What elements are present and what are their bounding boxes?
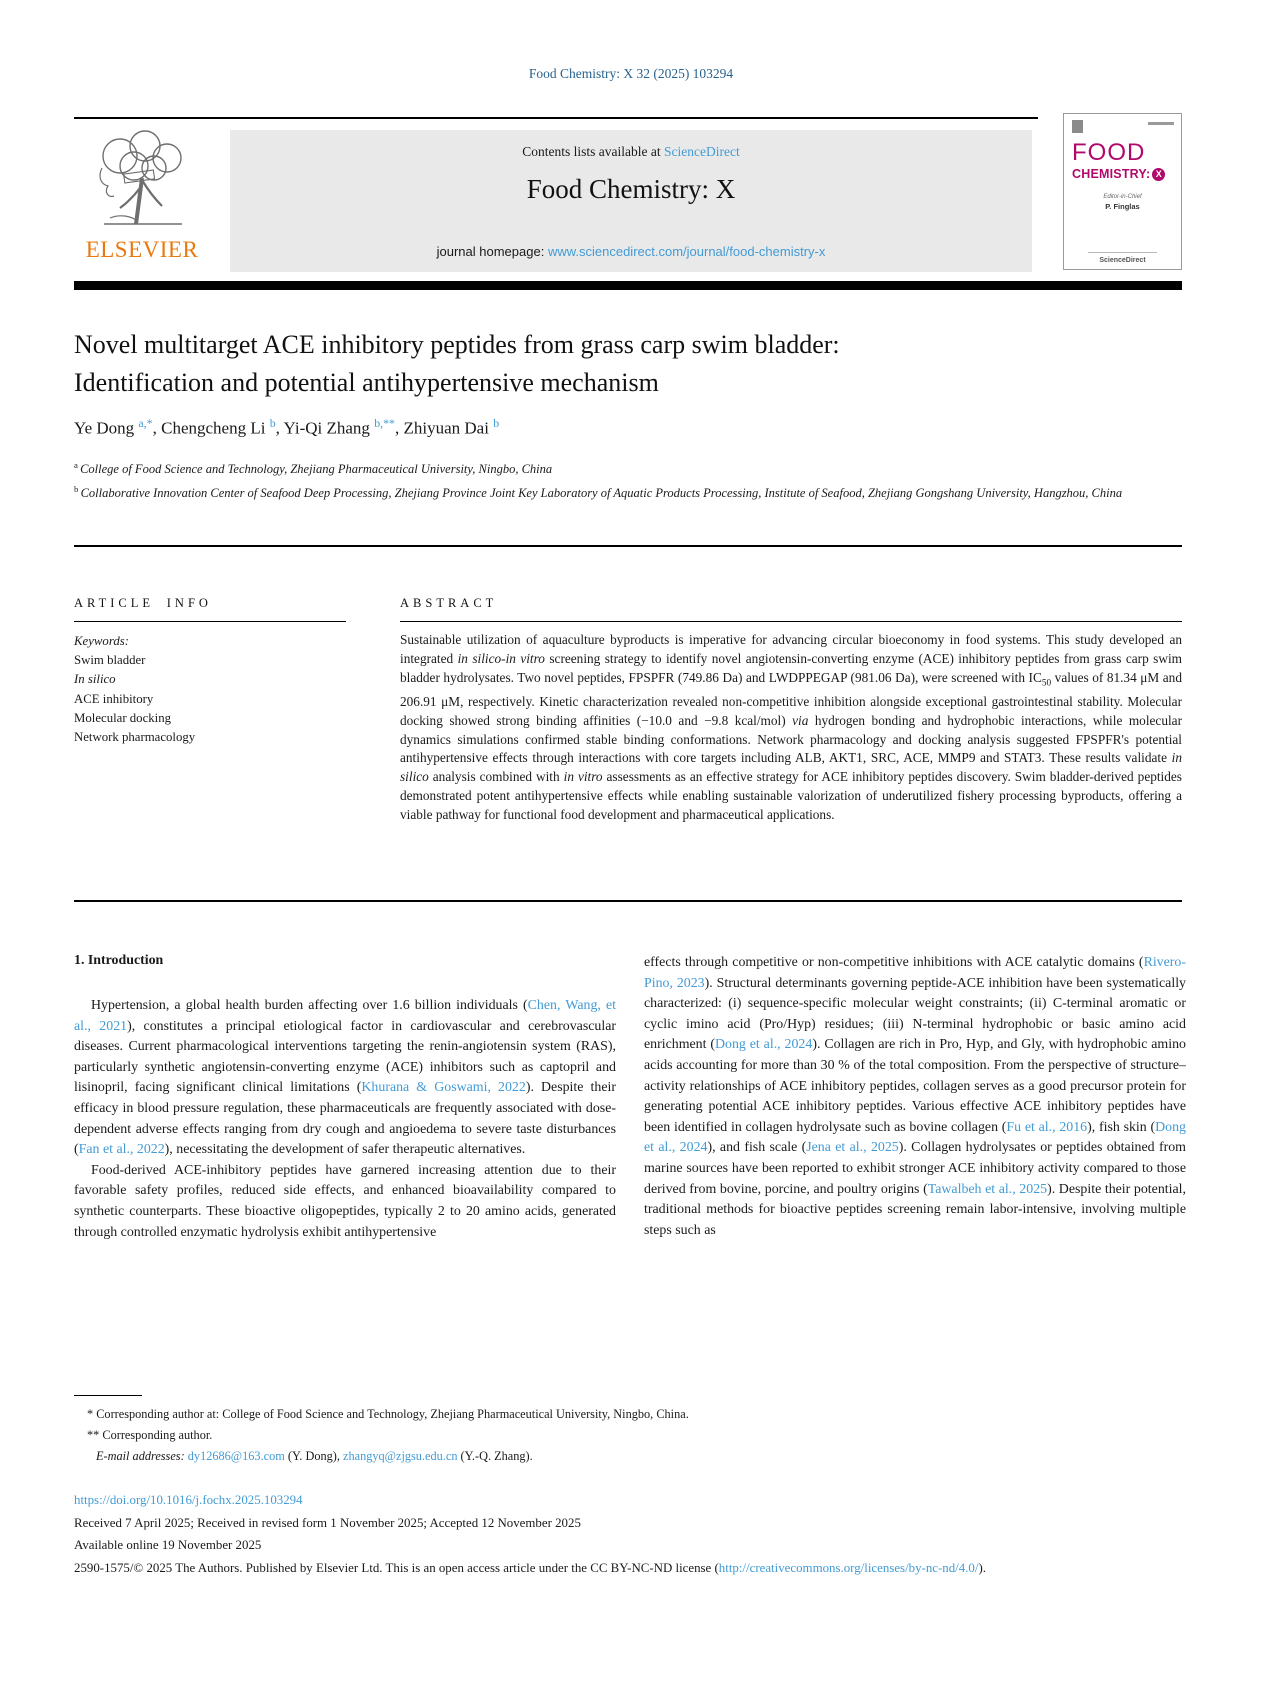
abstract-body: [400, 631, 1182, 825]
text-segment: assessments as an effective strategy for ACE inhibitory peptides discovery. Swim bladder-derived peptides demonstrated potent antihypertensive effects while enabling sustainable valorization of underutilized fishery processing byproducts, offering a viable pathway for functional food development and pharmaceutical applications.: [400, 769, 1182, 822]
affiliation-b: [74, 480, 1138, 504]
affiliations: [74, 456, 1138, 503]
article-title-line1: Novel multitarget ACE inhibitory peptides from grass carp swim bladder:: [74, 330, 840, 359]
text-segment: Collaborative Innovation Center of Seafood Deep Processing, Zhejiang Province Joint Key Laboratory of Aquatic Products Processing, Institute of Seafood, Zhejiang Gongshang University, Hangzhou, China: [80, 485, 1123, 500]
intro-paragraph: [644, 953, 1186, 1241]
cover-editor-name: P. Finglas: [1105, 202, 1140, 211]
text-segment: In silico: [74, 672, 116, 687]
received-dates-line: Received 7 April 2025; Received in revised form 1 November 2025; Accepted 12 November 2025: [74, 1515, 581, 1530]
intro-paragraph: [74, 1161, 616, 1243]
journal-header-band: [230, 130, 1032, 272]
text-segment: ). Despite their potential, traditional methods for bioactive peptides screening remain labor-intensive, involving multiple steps such as: [644, 1181, 1186, 1238]
text-segment: College of Food Science and Technology, Zhejiang Pharmaceutical University, Ningbo, China: [80, 462, 553, 477]
elsevier-wordmark: ELSEVIER: [85, 237, 199, 262]
text-segment: 2590-1575/© 2025 The Authors. Published by Elsevier Ltd. This is an open access article under the CC BY-NC-ND license (: [74, 1560, 719, 1575]
inline-link[interactable]: Tawalbeh et al., 2025: [927, 1181, 1048, 1197]
text-segment: a: [74, 460, 81, 470]
keyword-item: [74, 728, 344, 747]
cover-title-chemistry-text: CHEMISTRY:: [1072, 167, 1151, 181]
corresponding-author-note-1: * Corresponding author at: College of Food Science and Technology, Zhejiang Pharmaceutical University, Ningbo, China.: [87, 1407, 689, 1421]
inline-link[interactable]: b: [269, 416, 276, 430]
abstract-rule: [400, 621, 1182, 622]
text-segment: ACE inhibitory: [74, 691, 154, 706]
text-segment: hydrogen bonding and hydrophobic interactions, while molecular dynamics simulations confirmed stable binding conformations. Network pharmacology and docking analysis suggested FPSPFR's potential antihypertensive effects through interactions with core targets including ALB, AKT1, SRC, ACE, MMP9 and STAT3. These results validate: [400, 712, 1182, 766]
cover-x-badge: X: [1152, 168, 1165, 181]
intro-paragraph: [74, 996, 616, 1161]
text-segment: Molecular docking: [74, 710, 172, 725]
text-segment: Swim bladder: [74, 653, 146, 668]
text-segment: Ye Dong: [74, 418, 139, 438]
text-segment: ). Collagen are rich in Pro, Hyp, and Gly, with hydrophobic amino acids accounting for more than 30 % of the total composition. From the perspective of structure–activity relationships of ACE inhibitory peptides, collagen serves as a good precursor protein for generating potential ACE inhibitory peptides. Various effective ACE inhibitory peptides have been identified in collagen hydrolysate such as bovine collagen (: [644, 1037, 1186, 1135]
text-segment: in silico: [400, 750, 1182, 785]
text-segment: b: [74, 483, 81, 494]
inline-link[interactable]: dy12686@163.com: [187, 1449, 285, 1463]
article-info-heading: ARTICLE INFO: [74, 596, 212, 610]
article-footer: [74, 1489, 1186, 1579]
introduction-heading: 1. Introduction: [74, 953, 164, 968]
inline-link[interactable]: Khurana & Goswami, 2022: [361, 1080, 526, 1096]
text-segment: Sustainable utilization of aquaculture byproducts is imperative for advancing circular bioeconomy in food systems. This study developed an integrated: [400, 632, 1182, 666]
text-segment: Hypertension, a global health burden affecting over 1.6 billion individuals (: [91, 998, 528, 1013]
email-addresses-line: [74, 1446, 1184, 1467]
cover-issn-placeholder: [1148, 122, 1174, 125]
keyword-item: [74, 690, 344, 709]
inline-link[interactable]: b: [493, 416, 500, 430]
license-line: [74, 1557, 1186, 1580]
keywords-label: [74, 632, 344, 651]
inline-link[interactable]: Dong et al., 2024: [644, 1119, 1186, 1156]
journal-citation: Food Chemistry: X 32 (2025) 103294: [528, 66, 734, 81]
text-segment: ). Structural determinants governing peptide-ACE inhibition have been systematically characterized: (i) sequence-specific molecular weight constraints; (ii) C-terminal aromatic or cyclic imino acid (Pro/Hyp) residues; (iii) N-terminal hydrophobic or basic amino acid enrichment (: [644, 975, 1187, 1053]
keywords-block: [74, 632, 344, 747]
keyword-item: [74, 709, 344, 728]
text-segment: values of 81.34 μM and 206.91 μM, respectively. Kinetic characterization revealed non-competitive inhibition alongside exceptional gastrointestinal stability. Molecular docking showed strong binding affinities (−10.0 and −9.8 kcal/mol): [400, 669, 1182, 728]
abstract-heading: ABSTRACT: [400, 596, 498, 610]
text-segment: , Zhiyuan Dai: [395, 418, 494, 438]
intro-column-right: [644, 953, 1186, 1241]
text-segment: in vitro: [563, 769, 603, 785]
keyword-item: [74, 651, 344, 670]
text-segment: Keywords:: [74, 634, 129, 648]
cover-footer-rule: [1088, 252, 1157, 253]
text-segment: screening strategy to identify novel angiotensin-converting enzyme (ACE) inhibitory peptides from grass carp swim bladder hydrolysates. Two novel peptides, FPSPFR (749.86 Da) and LWDPPEGAP (981.06 Da), were screened with IC: [400, 650, 1182, 685]
text-segment: ), fish skin (: [1087, 1119, 1156, 1135]
inline-link[interactable]: http://creativecommons.org/licenses/by-nc-nd/4.0/: [718, 1560, 979, 1575]
elsevier-tree-icon: [76, 128, 208, 236]
text-segment: Contents lists available at: [522, 144, 664, 159]
footnotes-block: [74, 1404, 1184, 1467]
inline-link[interactable]: b,**: [374, 416, 395, 430]
text-segment: 50: [1041, 678, 1052, 689]
available-online-line: Available online 19 November 2025: [74, 1538, 262, 1552]
text-segment: ).: [978, 1560, 986, 1575]
text-segment: E-mail addresses:: [96, 1449, 188, 1463]
inline-link[interactable]: a,*: [138, 416, 153, 430]
cover-title-chemistry: [1072, 167, 1165, 181]
elsevier-logo: [76, 128, 208, 274]
article-info-rule: [74, 621, 346, 622]
inline-link[interactable]: Rivero-Pino, 2023: [644, 955, 1186, 991]
inline-link[interactable]: Fu et al., 2016: [1006, 1119, 1088, 1135]
article-title-line2: Identification and potential antihypertensive mechanism: [74, 368, 659, 397]
journal-title: Food Chemistry: X: [526, 174, 736, 204]
header-top-rule: [74, 117, 1038, 119]
inline-link[interactable]: zhangyq@zjgsu.edu.cn: [343, 1449, 458, 1463]
section-divider-rule: [74, 545, 1182, 547]
cover-mini-logo-icon: [1072, 120, 1083, 133]
contents-lists-line: [230, 144, 1032, 160]
affiliation-a: [74, 456, 1138, 480]
journal-homepage-line: [230, 244, 1032, 259]
text-segment: , Yi-Qi Zhang: [275, 418, 375, 438]
cover-title-food: FOOD: [1072, 139, 1146, 166]
text-segment: ). Collagen hydrolysates or peptides obtained from marine sources have been reported to exhibit stronger ACE inhibitory activity compared to those derived from bovine, porcine, and poultry origins (: [644, 1140, 1186, 1197]
text-segment: ). Despite their efficacy in blood pressure regulation, these pharmaceuticals are frequently associated with dose-dependent adverse effects ranging from dry cough and angioedema to severe taste disturbances (: [74, 1080, 616, 1158]
text-segment: journal homepage:: [436, 244, 548, 259]
inline-link[interactable]: ScienceDirect: [664, 144, 740, 159]
text-segment: ), constitutes a principal etiological factor in cardiovascular and cerebrovascular diseases. Current pharmacological interventions targeting the renin-angiotensin system (RAS), particularly synthetic angiotensin-converting enzyme (ACE) inhibitors such as captopril and lisinopril, facing significant clinical limitations (: [74, 1018, 616, 1096]
doi-link[interactable]: https://doi.org/10.1016/j.fochx.2025.103294: [74, 1493, 303, 1507]
header-thick-bar: [74, 281, 1182, 290]
text-segment: , Chengcheng Li: [152, 418, 270, 438]
cover-sciencedirect-label: ScienceDirect: [1099, 257, 1146, 264]
journal-cover-thumbnail[interactable]: [1063, 113, 1182, 270]
inline-link[interactable]: Chen, Wang, et al., 2021: [74, 998, 616, 1034]
text-segment: (Y. Dong),: [284, 1449, 344, 1463]
corresponding-author-note-2: ** Corresponding author.: [87, 1428, 213, 1442]
text-segment: analysis combined with: [428, 769, 564, 785]
body-divider-rule: [74, 900, 1182, 902]
text-segment: in silico-in vitro: [457, 650, 545, 666]
text-segment: Network pharmacology: [74, 730, 196, 745]
text-segment: effects through competitive or non-competitive inhibitions with ACE catalytic domains (: [644, 955, 1144, 970]
intro-column-left: [74, 996, 616, 1243]
author-line: [74, 416, 1084, 439]
text-segment: (Y.-Q. Zhang).: [457, 1449, 533, 1463]
inline-link[interactable]: www.sciencedirect.com/journal/food-chemistry-x: [547, 244, 826, 259]
inline-link[interactable]: Fan et al., 2022: [78, 1142, 165, 1158]
footnote-rule: [74, 1395, 142, 1396]
cover-editor-label: Editor-in-Chief: [1103, 194, 1142, 200]
text-segment: ), and fish scale (: [707, 1140, 807, 1156]
inline-link[interactable]: Dong et al., 2024: [715, 1037, 813, 1053]
text-segment: ), necessitating the development of safer therapeutic alternatives.: [164, 1142, 526, 1158]
text-segment: via: [792, 712, 809, 728]
inline-link[interactable]: Jena et al., 2025: [806, 1140, 899, 1156]
text-segment: Food-derived ACE-inhibitory peptides have garnered increasing attention due to their favorable safety profiles, reduced side effects, and enhanced bioavailability compared to synthetic counterparts. These bioactive oligopeptides, typically 2 to 20 amino acids, generated through controlled enzymatic hydrolysis exhibit antihypertensive: [74, 1162, 616, 1240]
keyword-item: [74, 670, 344, 689]
article-title: [74, 326, 1084, 402]
